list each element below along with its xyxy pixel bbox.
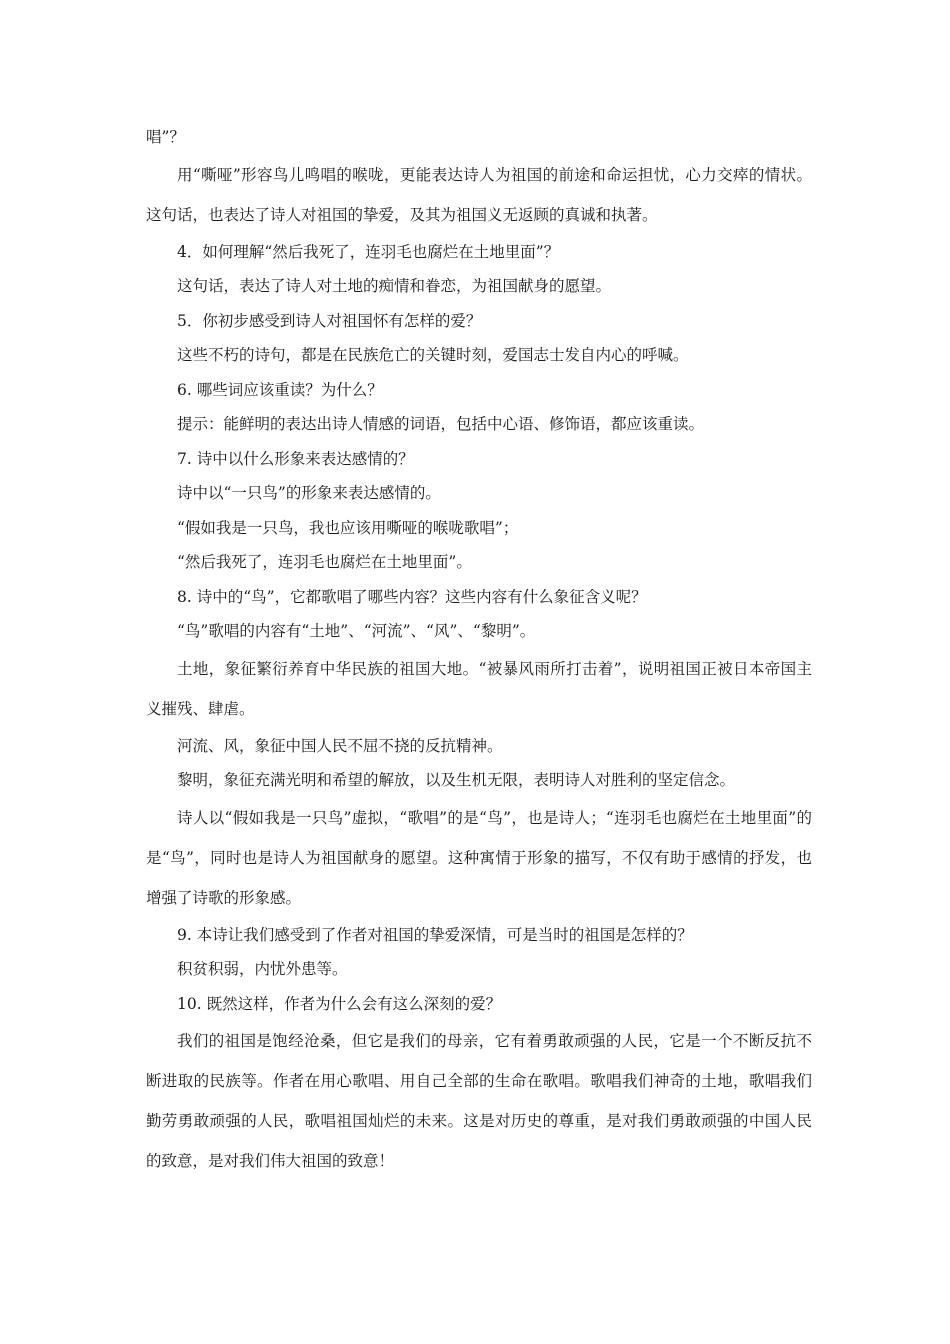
- answer-4: 这句话，表达了诗人对土地的痴情和眷恋，为祖国献身的愿望。: [177, 277, 612, 295]
- poem-quote-1: “假如我是一只鸟，我也应该用嘶哑的喉咙歌唱”；: [177, 518, 519, 537]
- answer-5: 这些不朽的诗句，都是在民族危亡的关键时刻，爱国志士发自内心的呼喊。: [177, 346, 689, 364]
- answer-8-land: 土地，象征繁衍养育中华民族的祖国大地。“被暴风雨所打击着”，说明祖国正被日本帝国主义摧残、肆虐。: [146, 659, 812, 718]
- answer-8-river-wind: 河流、风，象征中国人民不屈不挠的反抗精神。: [177, 736, 503, 755]
- document-body: [146, 120, 812, 1181]
- question-10: 10. 既然这样，作者为什么会有这么深刻的爱？: [177, 994, 502, 1013]
- poem-quote-2: “然后我死了，连羽毛也腐烂在土地里面”。: [177, 553, 472, 571]
- question-7: 7. 诗中以什么形象来表达感情的？: [177, 449, 414, 468]
- answer-7: 诗中以“一只鸟”的形象来表达感情的。: [177, 484, 441, 502]
- answer-8-intro: “鸟”歌唱的内容有“土地”、“河流”、“风”、“黎明”。: [177, 622, 536, 640]
- answer-6: 提示：能鲜明的表达出诗人情感的词语，包括中心语、修饰语，都应该重读。: [177, 415, 705, 433]
- answer-8-dawn: 黎明，象征充满光明和希望的解放，以及生机无限，表明诗人对胜利的坚定信念。: [177, 771, 736, 789]
- answer-paragraph: 用“嘶哑”形容鸟儿鸣唱的喉咙，更能表达诗人为祖国的前途和命运担忧，心力交瘁的情状。这句话，也表达了诗人对祖国的挚爱，及其为祖国义无返顾的真诚和执著。: [146, 165, 812, 224]
- question-5: 5．你初步感受到诗人对祖国怀有怎样的爱？: [177, 311, 482, 330]
- question-4: 4．如何理解“然后我死了，连羽毛也腐烂在土地里面”？: [177, 242, 560, 261]
- answer-9: 积贫积弱，内忧外患等。: [177, 960, 348, 978]
- answer-10: 我们的祖国是饱经沧桑，但它是我们的母亲，它有着勇敢顽强的人民，它是一个不断反抗不断进取的民族等。作者在用心歌唱、用自己全部的生命在歌唱。歌唱我们神奇的土地，歌唱我们勤劳勇敢顽强的人民，歌唱祖国灿烂的未来。这是对历史的尊重，是对我们勇敢顽强的中国人民的致意，是对我们伟大祖国的致意！: [146, 1032, 812, 1170]
- question-8: 8. 诗中的“鸟”，它都歌唱了哪些内容？这些内容有什么象征含义呢？: [177, 587, 647, 606]
- question-6: 6. 哪些词应该重读？为什么？: [177, 380, 383, 399]
- continuation-line: 唱”？: [146, 128, 185, 146]
- answer-8-summary: 诗人以“假如我是一只鸟”虚拟，“歌唱”的是“鸟”，也是诗人；“连羽毛也腐烂在土地里面”的是“鸟”，同时也是诗人为祖国献身的愿望。这种寓情于形象的描写，不仅有助于感情的抒发，也增强了诗歌的形象感。: [146, 808, 812, 907]
- question-9: 9. 本诗让我们感受到了作者对祖国的挚爱深情，可是当时的祖国是怎样的？: [177, 925, 693, 944]
